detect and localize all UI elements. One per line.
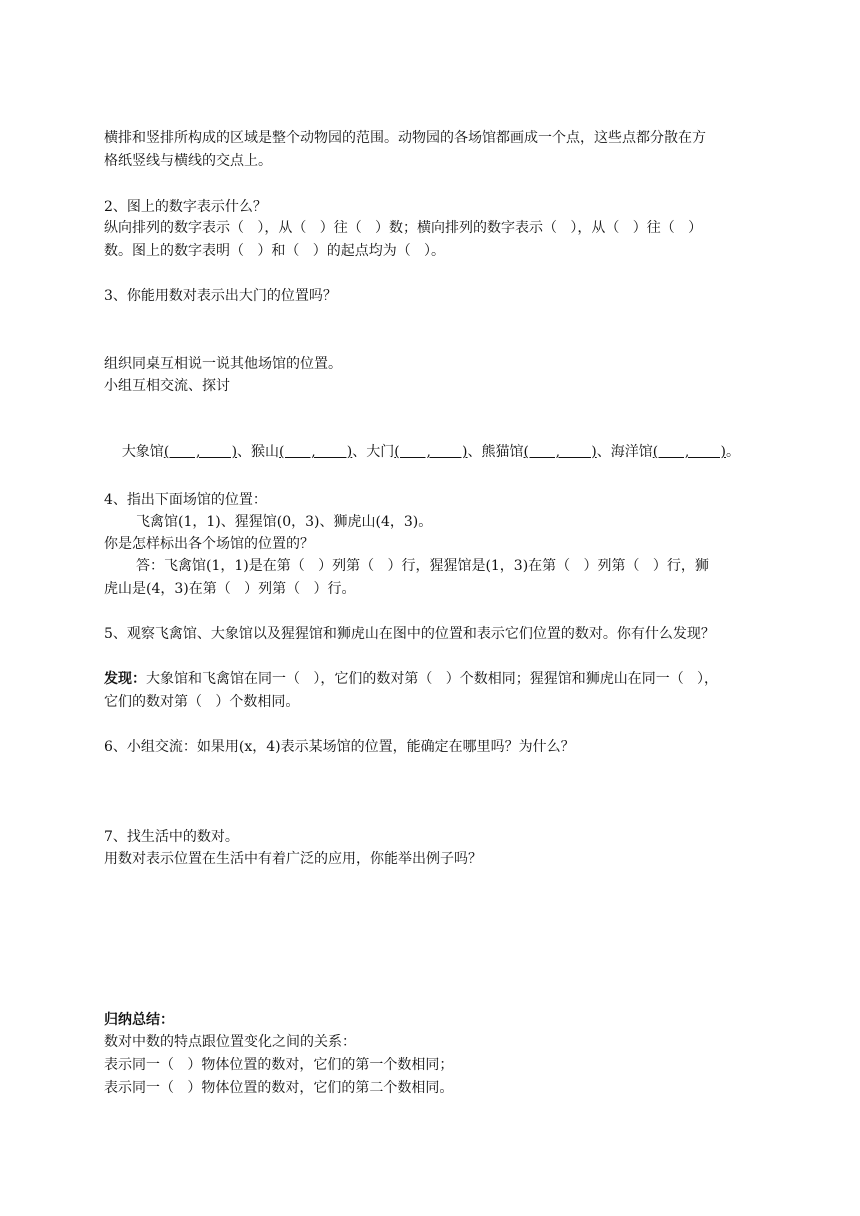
intro-line-1: 横排和竖排所构成的区域是整个动物园的范围。动物园的各场馆都画成一个点，这些点都分散在方 bbox=[104, 130, 706, 146]
separator: 、 bbox=[467, 444, 482, 460]
q4-title: 4、指出下面场馆的位置： bbox=[104, 492, 267, 508]
venue-blank: ( , ) bbox=[652, 444, 726, 460]
summary-line-1: 数对中数的特点跟位置变化之间的关系： bbox=[104, 1034, 356, 1050]
separator: 、 bbox=[352, 444, 367, 460]
q7-title: 7、找生活中的数对。 bbox=[104, 829, 239, 845]
separator: 、 bbox=[237, 444, 252, 460]
q6-title: 6、小组交流：如果用(x，4)表示某场馆的位置，能确定在哪里吗？为什么？ bbox=[104, 739, 575, 755]
end-mark: 。 bbox=[725, 444, 740, 460]
venue-name: 海洋馆 bbox=[610, 444, 653, 460]
venue-name: 猴山 bbox=[251, 444, 280, 460]
summary-line-2: 表示同一（ ）物体位置的数对，它们的第一个数相同； bbox=[104, 1057, 454, 1073]
venue-name: 熊猫馆 bbox=[481, 444, 524, 460]
q7-text: 用数对表示位置在生活中有着广泛的应用，你能举出例子吗？ bbox=[104, 851, 482, 867]
q5-title: 5、观察飞禽馆、大象馆以及猩猩馆和狮虎山在图中的位置和表示它们位置的数对。你有什么发现？ bbox=[104, 626, 715, 642]
separator: 、 bbox=[596, 444, 611, 460]
q2-title: 2、图上的数字表示什么？ bbox=[104, 199, 267, 215]
q3-group: 小组互相交流、探讨 bbox=[104, 378, 230, 394]
q2-line-1: 纵向排列的数字表示（ ），从（ ）往（ ）数；横向排列的数字表示（ ），从（ ）往（ ） bbox=[104, 220, 703, 236]
summary-line-3: 表示同一（ ）物体位置的数对，它们的第二个数相同。 bbox=[104, 1080, 454, 1096]
intro-line-2: 格纸竖线与横线的交点上。 bbox=[104, 153, 272, 169]
q4-venue-list: 飞禽馆(1，1)、猩猩馆(0，3)、狮虎山(4，3)。 bbox=[136, 514, 433, 530]
q4-answer-2: 虎山是(4，3)在第（ ）列第（ ）行。 bbox=[104, 581, 356, 597]
venue-blank: ( , ) bbox=[523, 444, 597, 460]
venue-blank: ( , ) bbox=[279, 444, 353, 460]
venue-name: 大象馆 bbox=[121, 444, 164, 460]
q3-title: 3、你能用数对表示出大门的位置吗？ bbox=[104, 288, 337, 304]
q3-organize: 组织同桌互相说一说其他场馆的位置。 bbox=[104, 356, 342, 372]
found-text: 大象馆和飞禽馆在同一（ ），它们的数对第（ ）个数相同；猩猩馆和狮虎山在同一（ ）， bbox=[146, 671, 719, 687]
q4-how: 你是怎样标出各个场馆的位置的？ bbox=[104, 536, 314, 552]
q3-venue-list bbox=[104, 422, 740, 482]
q5-found-2: 它们的数对第（ ）个数相同。 bbox=[104, 694, 300, 710]
q5-found-1 bbox=[104, 669, 718, 689]
summary-title: 归纳总结： bbox=[104, 1012, 174, 1028]
q2-line-2: 数。图上的数字表明（ ）和（ ）的起点均为（ ）。 bbox=[104, 243, 446, 259]
found-label: 发现： bbox=[104, 671, 146, 687]
q4-answer-1: 答：飞禽馆(1，1)是在第（ ）列第（ ）行，猩猩馆是(1，3)在第（ ）列第（ ）行，狮 bbox=[136, 558, 709, 574]
venue-name: 大门 bbox=[366, 444, 395, 460]
venue-blank: ( , ) bbox=[163, 444, 238, 460]
venue-blank: ( , ) bbox=[394, 444, 468, 460]
